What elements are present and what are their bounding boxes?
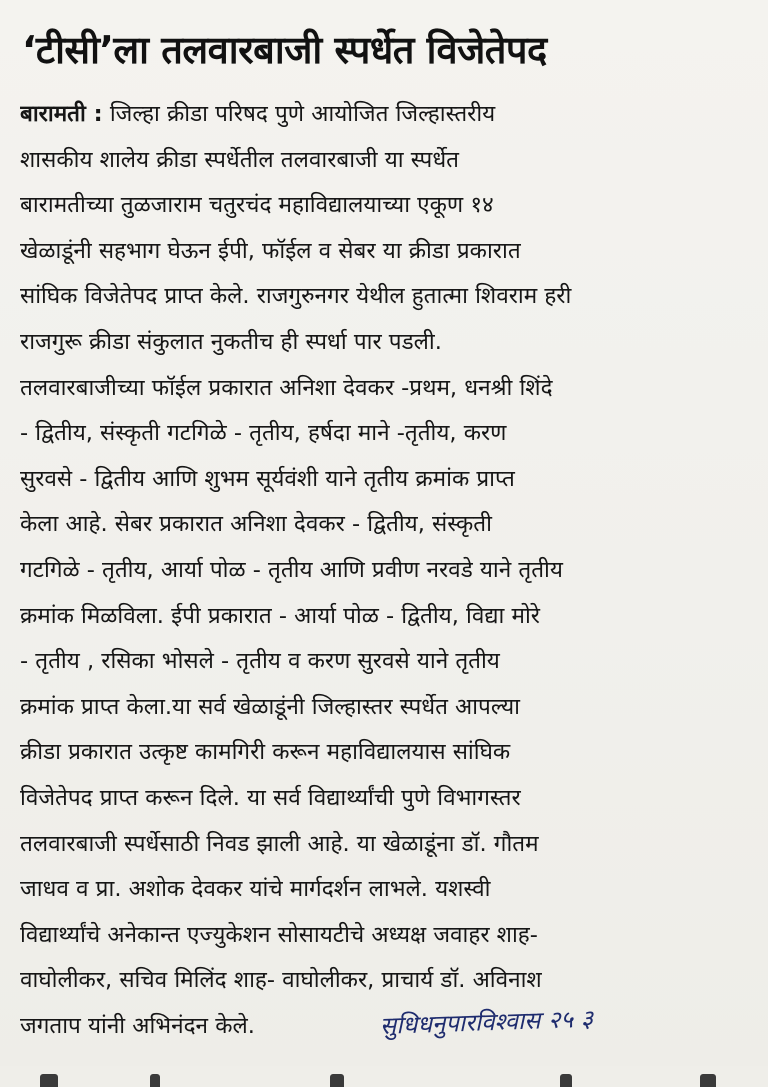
article-line: क्रीडा प्रकारात उत्कृष्ट कामगिरी करून महाविद्यालयास सांघिक [20, 739, 511, 766]
cropped-glyph [560, 1074, 572, 1087]
handwritten-signature: सुधिधनुपारविश्वास २५ ३ [379, 1004, 594, 1040]
article-line: विजेतेपद प्राप्त करून दिले. या सर्व विद्यार्थ्यांची पुणे विभागस्तर [20, 784, 521, 811]
article-line-last [20, 1004, 750, 1050]
article-headline: ‘टीसी’ला तलवारबाजी स्पर्धेत विजेतेपद [22, 28, 547, 72]
cropped-glyph [330, 1074, 344, 1087]
article-line: बारामतीच्या तुळजाराम चतुरचंद महाविद्यालयाच्या एकूण १४ [20, 192, 494, 219]
article-line: तलवारबाजी स्पर्धेसाठी निवड झाली आहे. या खेळाडूंना डॉ. गौतम [20, 830, 539, 857]
article-line: जाधव व प्रा. अशोक देवकर यांचे मार्गदर्शन लाभले. यशस्वी [20, 876, 491, 903]
cropped-glyph [150, 1074, 160, 1087]
cropped-glyph [700, 1074, 716, 1087]
cropped-next-article [0, 1066, 768, 1087]
article-line: केला आहे. सेबर प्रकारात अनिशा देवकर - द्वितीय, संस्कृती [20, 511, 492, 538]
article-line: शासकीय शालेय क्रीडा स्पर्धेतील तलवारबाजी या स्पर्धेत [20, 146, 459, 173]
article-dateline: बारामती : [20, 101, 103, 127]
article-line: तलवारबाजीच्या फॉईल प्रकारात अनिशा देवकर -प्रथम, धनश्री शिंदे [20, 374, 553, 401]
article-line: - तृतीय , रसिका भोसले - तृतीय व करण सुरवसे याने तृतीय [20, 648, 500, 675]
article-line: - द्वितीय, संस्कृती गटगिळे - तृतीय, हर्षदा माने -तृतीय, करण [20, 420, 507, 447]
article-line-text: जगताप यांनी अभिनंदन केले. [20, 1012, 255, 1039]
article-line: खेळाडूंनी सहभाग घेऊन ईपी, फॉईल व सेबर या क्रीडा प्रकारात [20, 237, 521, 264]
article-line: विद्यार्थ्यांचे अनेकान्त एज्युकेशन सोसायटीचे अध्यक्ष जवाहर शाह- [20, 921, 538, 948]
article-line: वाघोलीकर, सचिव मिलिंद शाह- वाघोलीकर, प्राचार्य डॉ. अविनाश [20, 967, 542, 994]
article-line-text: जिल्हा क्रीडा परिषद पुणे आयोजित जिल्हास्तरीय [109, 101, 496, 127]
article-line: गटगिळे - तृतीय, आर्या पोळ - तृतीय आणि प्रवीण नरवडे याने तृतीय [20, 556, 563, 583]
article-line: क्रमांक मिळविला. ईपी प्रकारात - आर्या पोळ - द्वितीय, विद्या मोरे [20, 602, 541, 629]
article-line [20, 92, 750, 138]
cropped-glyph [40, 1074, 58, 1087]
article-line: सुरवसे - द्वितीय आणि शुभम सूर्यवंशी याने तृतीय क्रमांक प्राप्त [20, 465, 515, 492]
article-body [20, 92, 750, 1049]
article-line: सांघिक विजेतेपद प्राप्त केले. राजगुरुनगर येथील हुतात्मा शिवराम हरी [20, 283, 572, 310]
article-line: क्रमांक प्राप्त केला.या सर्व खेळाडूंनी जिल्हास्तर स्पर्धेत आपल्या [20, 693, 520, 720]
article-line: राजगुरू क्रीडा संकुलात नुकतीच ही स्पर्धा पार पडली. [20, 328, 442, 355]
